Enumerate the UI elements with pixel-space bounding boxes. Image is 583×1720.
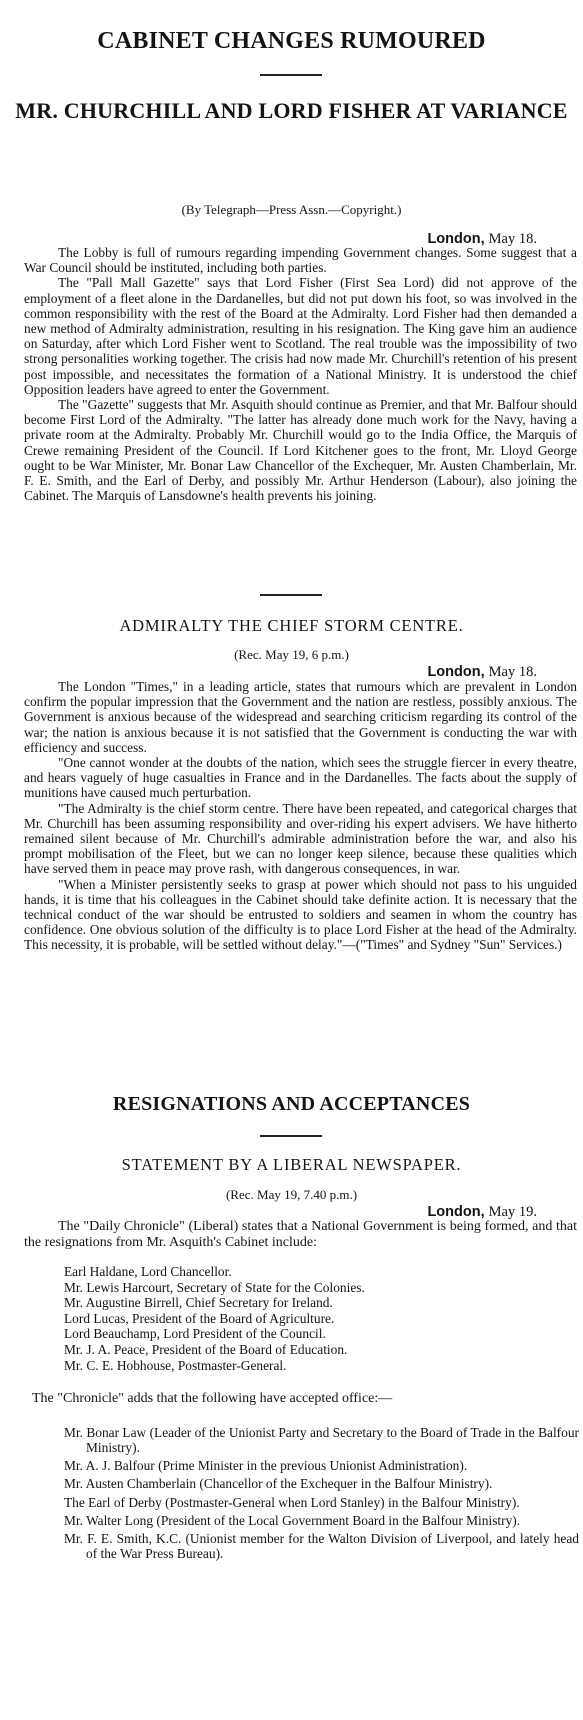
received-note: (Rec. May 19, 6 p.m.)	[234, 647, 349, 662]
paragraph: "The Admiralty is the chief storm centre. There have been repeated, and categorical charges that Mr. Churchill has been assuming responsibility and over-riding his expert advisers. We have hitherto remained silent because of Mr. Churchill's admirable administration before the war, and also his prompt mobilisation of the Fleet, but we can no longer keep silence, because these qualities which have served them in peace may prove rash, with dangerous consequences, in war.	[24, 800, 577, 877]
article-body-2	[24, 679, 577, 953]
acceptance-intro: The "Chronicle" adds that the following have accepted office:—	[32, 1391, 393, 1406]
dateline-date: May 18.	[488, 664, 537, 680]
paragraph: "When a Minister persistently seeks to grasp at power which should not pass to his unguided hands, it is time that his colleagues in the Cabinet should take definite action. It is necessary that the technical conduct of the war should be entrusted to soldiers and seamen in whom the country has confidence. One obvious solution of the difficulty is to place Lord Fisher at the head of the Admiralty. This necessity, it is probable, will be settled without delay."—("Times" and Sydney "Sun" Services.)	[24, 876, 577, 953]
list-item: Mr. Augustine Birrell, Chief Secretary for Ireland.	[64, 1295, 333, 1311]
paragraph: "One cannot wonder at the doubts of the nation, which sees the struggle fiercer in every theatre, and hears vaguely of huge casualties in France and in the Dardanelles. The facts about the supply of munitions have caused much perturbation.	[24, 755, 577, 801]
received-note: (Rec. May 19, 7.40 p.m.)	[225, 1187, 358, 1202]
list-item: Mr. J. A. Peace, President of the Board of Education.	[64, 1341, 348, 1357]
subheadline: MR. CHURCHILL AND LORD FISHER AT VARIANCE	[15, 98, 568, 123]
paragraph: The "Pall Mall Gazette" says that Lord Fisher (First Sea Lord) did not approve of the employment of a fleet alone in the Dardanelles, but did not put down his foot, so was involved in the common responsibility with the rest of the Board at the Admiralty. Lord Fisher had then demanded a new method of Admiralty administration, resulting in his resignation. The King gave him an audience on Saturday, after which Lord Fisher went to Scotland. The real trouble was the impossibility of two strong personalities working together. The crisis had now made Mr. Churchill's retention of his present post impossible, and necessitates the formation of a National Ministry. It is understood the chief Opposition leaders have agreed to enter the Government.	[24, 275, 577, 397]
headline: CABINET CHANGES RUMOURED	[97, 28, 486, 54]
dateline-date: May 19.	[488, 1204, 537, 1220]
byline: (By Telegraph—Press Assn.—Copyright.)	[181, 202, 402, 217]
section-heading: ADMIRALTY THE CHIEF STORM CENTRE.	[119, 616, 464, 635]
dateline-place: London,	[427, 1204, 485, 1220]
rule-divider	[260, 594, 322, 596]
section-subheading: STATEMENT BY A LIBERAL NEWSPAPER.	[121, 1155, 462, 1174]
section-heading: RESIGNATIONS AND ACCEPTANCES	[112, 1093, 471, 1115]
list-item: Lord Lucas, President of the Board of Agriculture.	[64, 1310, 335, 1326]
dateline-date: May 18.	[488, 231, 537, 247]
list-item: Mr. F. E. Smith, K.C. (Unionist member for the Walton Division of Liverpool, and lately head of the War Press Bureau).	[64, 1531, 579, 1562]
dateline-place: London,	[427, 231, 485, 247]
list-item: Mr. Bonar Law (Leader of the Unionist Party and Secretary to the Board of Trade in the Balfour Ministry).	[64, 1425, 579, 1455]
list-item: Mr. Lewis Harcourt, Secretary of State for the Colonies.	[64, 1279, 365, 1295]
list-item: Mr. Walter Long (President of the Local Government Board in the Balfour Ministry).	[64, 1512, 521, 1528]
paragraph: The "Gazette" suggests that Mr. Asquith should continue as Premier, and that Mr. Balfour should become First Lord of the Admiralty. "The latter has already done much work for the Navy, having a private room at the Admiralty. Probably Mr. Churchill would go to the India Office, the Marquis of Crewe remaining President of the Council. If Lord Kitchener goes to the front, Mr. Lloyd George ought to be War Minister, Mr. Bonar Law Chancellor of the Exchequer, Mr. Austen Chamberlain, Mr. F. E. Smith, and the Earl of Derby, and possibly Mr. Arthur Henderson (Labour), also joining the Cabinet. The Marquis of Lansdowne's health prevents his joining.	[24, 397, 577, 504]
rule-divider	[260, 74, 322, 76]
list-item: Mr. Austen Chamberlain (Chancellor of the Exchequer in the Balfour Ministry).	[64, 1476, 493, 1492]
rule-divider	[260, 1135, 322, 1137]
list-item: Earl Haldane, Lord Chancellor.	[64, 1264, 232, 1279]
article-body-1	[24, 245, 577, 503]
resignations-list	[64, 1264, 564, 1373]
paragraph: The Lobby is full of rumours regarding impending Government changes. Some suggest that a War Council should be instituted, including both parties.	[24, 245, 577, 276]
list-item: Lord Beauchamp, Lord President of the Council.	[64, 1326, 326, 1342]
list-item: Mr. A. J. Balfour (Prime Minister in the previous Unionist Administration).	[64, 1458, 468, 1474]
list-item: Mr. C. E. Hobhouse, Postmaster-General.	[64, 1357, 287, 1373]
paragraph: The London "Times," in a leading article, states that rumours which are prevalent in London confirm the popular impression that the Government and the nation are restless, possibly anxious. The Government is anxious because of the widespread and searching criticism regarding its control of the war; the nation is anxious because it is not satisfied that the Government is conducting the war with efficiency and success.	[24, 679, 577, 755]
intro-paragraph: The "Daily Chronicle" (Liberal) states that a National Government is being formed, and that the resignations from Mr. Asquith's Cabinet include:	[24, 1219, 577, 1250]
list-item: The Earl of Derby (Postmaster-General when Lord Stanley) in the Balfour Ministry).	[64, 1494, 520, 1510]
acceptances-list	[64, 1426, 579, 1565]
dateline-place: London,	[427, 664, 485, 680]
